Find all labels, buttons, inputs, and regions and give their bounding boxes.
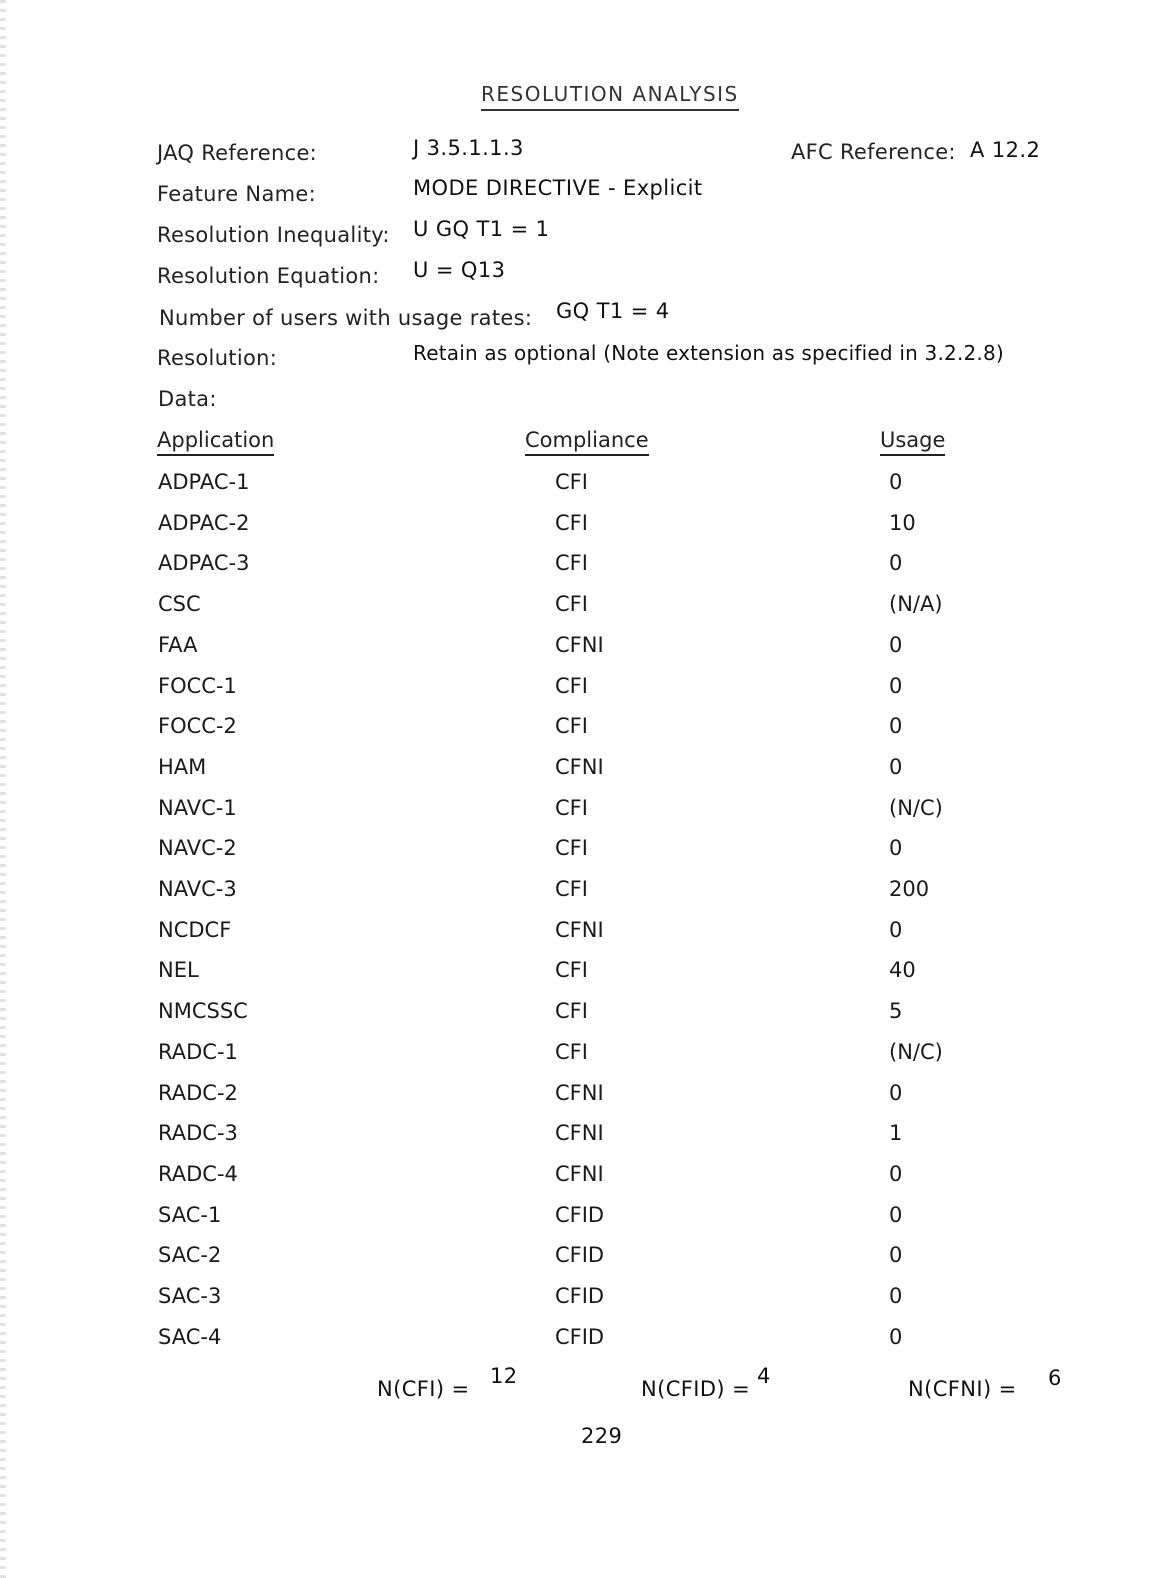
application-cell: RADC-1 [158, 1040, 238, 1064]
page-title: RESOLUTION ANALYSIS [481, 82, 739, 111]
resolution-label: Resolution: [157, 346, 278, 370]
total-cfni-label: N(CFNI) = [908, 1377, 1017, 1401]
feature-name-value: MODE DIRECTIVE - Explicit [413, 176, 703, 200]
usage-cell: 0 [889, 755, 903, 779]
application-cell: HAM [158, 755, 207, 779]
usage-cell: 0 [889, 1243, 903, 1267]
usage-cell: 0 [889, 1162, 903, 1186]
page-number: 229 [581, 1424, 623, 1448]
application-cell: ADPAC-2 [158, 511, 250, 535]
resolution-inequality-label: Resolution Inequality: [157, 223, 390, 247]
resolution-equation-label: Resolution Equation: [157, 264, 380, 288]
compliance-cell: CFID [555, 1325, 605, 1349]
usage-cell: 0 [889, 836, 903, 860]
resolution-equation-value: U = Q13 [413, 258, 506, 282]
column-header-compliance: Compliance [525, 428, 649, 456]
users-usage-label: Number of users with usage rates: [159, 306, 533, 330]
application-cell: SAC-4 [158, 1325, 222, 1349]
jaq-reference-value: J 3.5.1.1.3 [413, 136, 524, 160]
application-cell: FOCC-1 [158, 674, 237, 698]
usage-cell: 0 [889, 674, 903, 698]
compliance-cell: CFI [555, 714, 588, 738]
application-cell: FOCC-2 [158, 714, 237, 738]
application-cell: CSC [158, 592, 201, 616]
application-cell: NAVC-3 [158, 877, 237, 901]
afc-reference-value: A 12.2 [970, 138, 1041, 162]
usage-cell: 10 [889, 511, 916, 535]
compliance-cell: CFNI [555, 918, 604, 942]
application-cell: RADC-4 [158, 1162, 238, 1186]
jaq-reference-label: JAQ Reference: [157, 141, 318, 165]
users-usage-value: GQ T1 = 4 [556, 299, 670, 323]
usage-cell: 0 [889, 1284, 903, 1308]
compliance-cell: CFNI [555, 755, 604, 779]
application-cell: FAA [158, 633, 198, 657]
application-cell: SAC-3 [158, 1284, 222, 1308]
compliance-cell: CFID [555, 1284, 605, 1308]
usage-cell: 0 [889, 551, 903, 575]
application-cell: NEL [158, 958, 199, 982]
compliance-cell: CFI [555, 796, 588, 820]
usage-cell: 1 [889, 1121, 903, 1145]
compliance-cell: CFI [555, 592, 588, 616]
application-cell: SAC-1 [158, 1203, 222, 1227]
resolution-value: Retain as optional (Note extension as specified in 3.2.2.8) [413, 341, 1004, 365]
usage-cell: 0 [889, 714, 903, 738]
compliance-cell: CFNI [555, 633, 604, 657]
compliance-cell: CFI [555, 674, 588, 698]
compliance-cell: CFID [555, 1203, 605, 1227]
compliance-cell: CFI [555, 836, 588, 860]
usage-cell: 0 [889, 1203, 903, 1227]
application-cell: NAVC-2 [158, 836, 237, 860]
scan-edge [0, 0, 6, 1578]
afc-reference-label: AFC Reference: [791, 140, 956, 164]
usage-cell: 40 [889, 958, 916, 982]
compliance-cell: CFI [555, 999, 588, 1023]
compliance-cell: CFI [555, 958, 588, 982]
compliance-cell: CFI [555, 551, 588, 575]
usage-cell: 0 [889, 918, 903, 942]
compliance-cell: CFI [555, 511, 588, 535]
application-cell: RADC-2 [158, 1081, 238, 1105]
application-cell: NAVC-1 [158, 796, 237, 820]
usage-cell: (N/A) [889, 592, 943, 616]
usage-cell: 0 [889, 1081, 903, 1105]
total-cfni-value: 6 [1048, 1366, 1062, 1390]
application-cell: RADC-3 [158, 1121, 238, 1145]
usage-cell: 5 [889, 999, 903, 1023]
total-cfi-value: 12 [490, 1364, 518, 1388]
usage-cell: 0 [889, 470, 903, 494]
application-cell: NMCSSC [158, 999, 248, 1023]
feature-name-label: Feature Name: [157, 182, 316, 206]
compliance-cell: CFI [555, 1040, 588, 1064]
total-cfid-value: 4 [757, 1364, 771, 1388]
application-cell: ADPAC-3 [158, 551, 250, 575]
application-cell: ADPAC-1 [158, 470, 250, 494]
compliance-cell: CFNI [555, 1121, 604, 1145]
usage-cell: (N/C) [889, 1040, 943, 1064]
usage-cell: 0 [889, 633, 903, 657]
application-cell: SAC-2 [158, 1243, 222, 1267]
usage-cell: 0 [889, 1325, 903, 1349]
compliance-cell: CFNI [555, 1162, 604, 1186]
column-header-usage: Usage [880, 428, 945, 456]
total-cfi-label: N(CFI) = [377, 1377, 470, 1401]
compliance-cell: CFI [555, 877, 588, 901]
application-cell: NCDCF [158, 918, 232, 942]
resolution-inequality-value: U GQ T1 = 1 [413, 217, 550, 241]
compliance-cell: CFID [555, 1243, 605, 1267]
compliance-cell: CFI [555, 470, 588, 494]
compliance-cell: CFNI [555, 1081, 604, 1105]
column-header-application: Application [157, 428, 274, 456]
usage-cell: (N/C) [889, 796, 943, 820]
data-label: Data: [158, 387, 217, 411]
total-cfid-label: N(CFID) = [641, 1377, 751, 1401]
usage-cell: 200 [889, 877, 930, 901]
